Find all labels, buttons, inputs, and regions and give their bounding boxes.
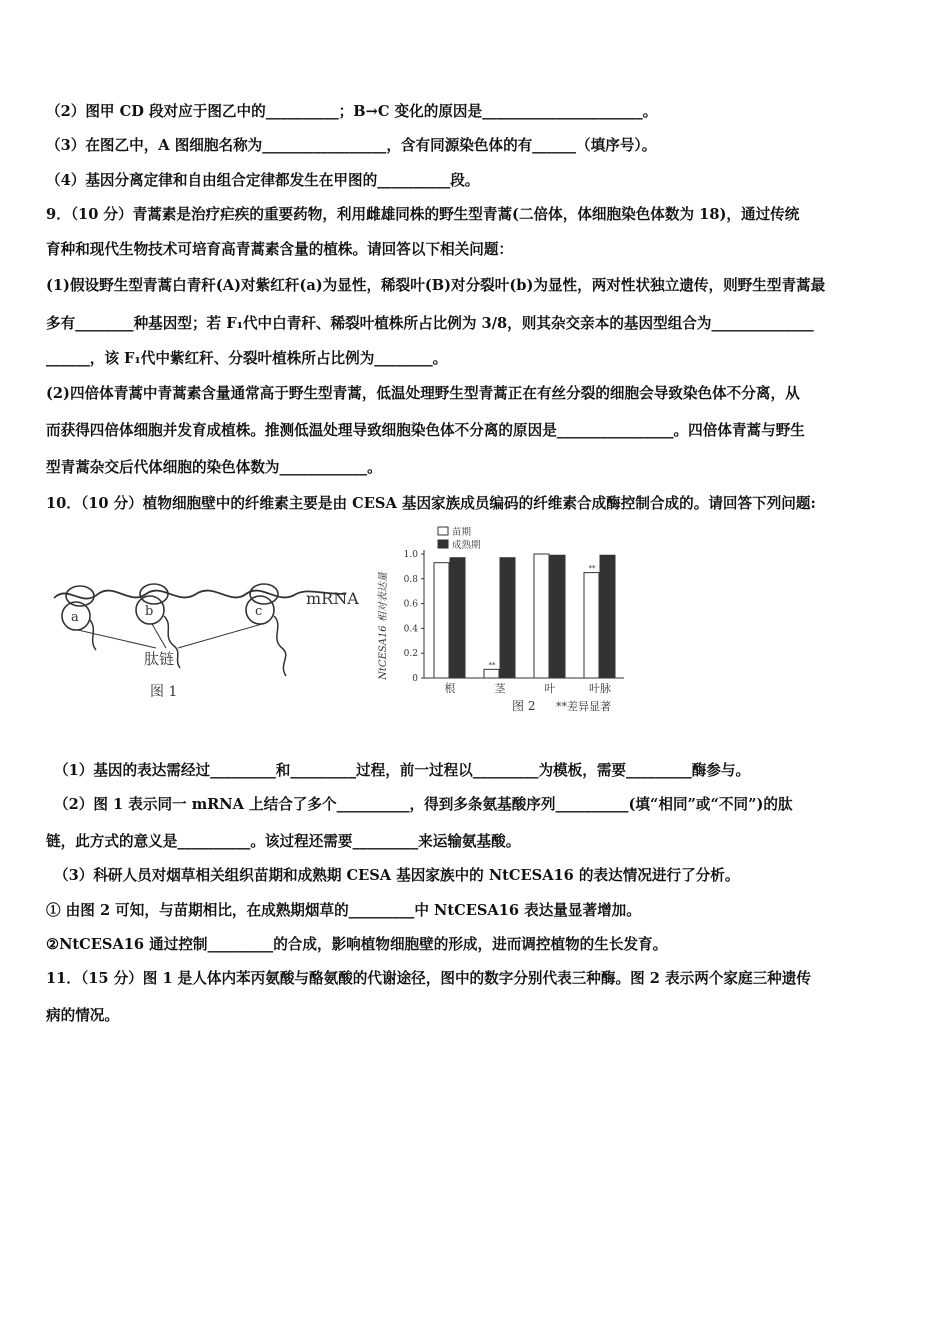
question-10-sub-2-line-1: （2）图 1 表示同一 mRNA 上结合了多个__________，得到多条氨基酸序列__________(填“相同”或“不同”)的肽 [54, 796, 793, 813]
legend-label-mature: 成熟期 [452, 540, 481, 551]
significance-mark: ** [588, 564, 596, 573]
peptide-chain-label: 肽链 [144, 650, 175, 668]
question-11-line-1: 11．（15 分）图 1 是人体内苯丙氨酸与酪氨酸的代谢途径，图中的数字分别代表三种酶。图 2 表示两个家庭三种遗传 [46, 970, 811, 987]
figure-1-translation-diagram [46, 548, 376, 718]
bar-mature [550, 555, 565, 678]
ribosome-a [62, 586, 96, 650]
text-line-3: （4）基因分离定律和自由组合定律都发生在甲图的__________段。 [46, 172, 480, 189]
y-tick-label: 0.6 [403, 599, 418, 610]
legend-swatch-seedling [438, 527, 448, 535]
question-9-line-1: 9．（10 分）青蒿素是治疗疟疾的重要药物，利用雌雄同株的野生型青蒿(二倍体，体细胞染色体数为 18)，通过传统 [46, 206, 800, 223]
ribosome-b-label: b [145, 604, 154, 619]
ribosome-a-label: a [71, 610, 79, 625]
bar-seedling [434, 563, 449, 678]
bar-mature [450, 558, 465, 678]
question-9-line-5: ______，该 F₁代中紫红秆、分裂叶植株所占比例为________。 [46, 350, 448, 367]
x-tick-label: 叶 [544, 682, 556, 695]
bar-seedling [484, 669, 499, 678]
question-9-line-2: 育种和现代生物技术可培育高青蒿素含量的植株。请回答以下相关问题： [46, 241, 514, 258]
ribosome-c-label: c [255, 604, 263, 619]
significance-note: **差异显著 [556, 700, 611, 713]
bar-mature [500, 558, 515, 678]
significance-mark: ** [488, 661, 496, 670]
bar-seedling [534, 554, 549, 678]
text-line-1: （2）图甲 CD 段对应于图乙中的__________；B→C 变化的原因是______________________。 [46, 103, 658, 120]
question-9-line-4: 多有________种基因型；若 F₁代中白青秆、稀裂叶植株所占比例为 3/8，则其杂交亲本的基因型组合为______________ [46, 315, 814, 332]
question-9-line-3: (1)假设野生型青蒿白青秆(A)对紫红秆(a)为显性，稀裂叶(B)对分裂叶(b)为显性，两对性状独立遗传，则野生型青蒿最 [46, 277, 826, 294]
y-tick-label: 0.8 [403, 574, 418, 585]
question-10-sub-3-item-2: ②NtCESA16 通过控制_________的合成，影响植物细胞壁的形成，进而调控植物的生长发育。 [46, 936, 668, 953]
question-9-line-8: 型青蒿杂交后代体细胞的染色体数为____________。 [46, 459, 382, 476]
text-line-2: （3）在图乙中，A 图细胞名称为_________________，含有同源染色体的有______（填序号）。 [46, 137, 657, 154]
figure-2-bar-chart [372, 523, 642, 723]
bar-seedling [584, 573, 599, 678]
y-axis-label: NtCESA16 相对表达量 [378, 572, 389, 680]
x-tick-label: 叶脉 [589, 682, 611, 695]
bar-mature [600, 555, 615, 678]
y-tick-label: 0 [412, 674, 418, 684]
question-9-line-6: (2)四倍体青蒿中青蒿素含量通常高于野生型青蒿，低温处理野生型青蒿正在有丝分裂的细胞会导致染色体不分离，从 [46, 385, 800, 402]
figure-1-caption: 图 1 [150, 684, 178, 700]
legend-swatch-mature [438, 540, 448, 548]
question-10-sub-3: （3）科研人员对烟草相关组织苗期和成熟期 CESA 基因家族中的 NtCESA16 的表达情况进行了分析。 [54, 867, 740, 884]
y-tick-label: 0.4 [403, 624, 418, 635]
y-tick-label: 1.0 [403, 550, 418, 560]
mrna-label: mRNA [306, 589, 359, 608]
figure-2-caption: 图 2 [512, 699, 536, 713]
question-11-line-2: 病的情况。 [46, 1007, 119, 1024]
legend-label-seedling: 苗期 [452, 527, 472, 538]
question-10-line-1: 10．（10 分）植物细胞壁中的纤维素主要是由 CESA 基因家族成员编码的纤维素合成酶控制合成的。请回答下列问题: [46, 495, 816, 512]
x-tick-label: 根 [444, 682, 456, 695]
y-tick-label: 0.2 [403, 649, 418, 660]
x-tick-label: 茎 [494, 682, 506, 695]
question-10-sub-3-item-1: ① 由图 2 可知，与苗期相比，在成熟期烟草的_________中 NtCESA16 表达量显著增加。 [46, 902, 641, 919]
question-9-line-7: 而获得四倍体细胞并发育成植株。推测低温处理导致细胞染色体不分离的原因是________________。四倍体青蒿与野生 [46, 422, 805, 439]
question-10-sub-1: （1）基因的表达需经过_________和_________过程，前一过程以_________为模板，需要_________酶参与。 [54, 762, 751, 779]
question-10-sub-2-line-2: 链，此方式的意义是__________。该过程还需要_________来运输氨基酸。 [46, 833, 521, 850]
